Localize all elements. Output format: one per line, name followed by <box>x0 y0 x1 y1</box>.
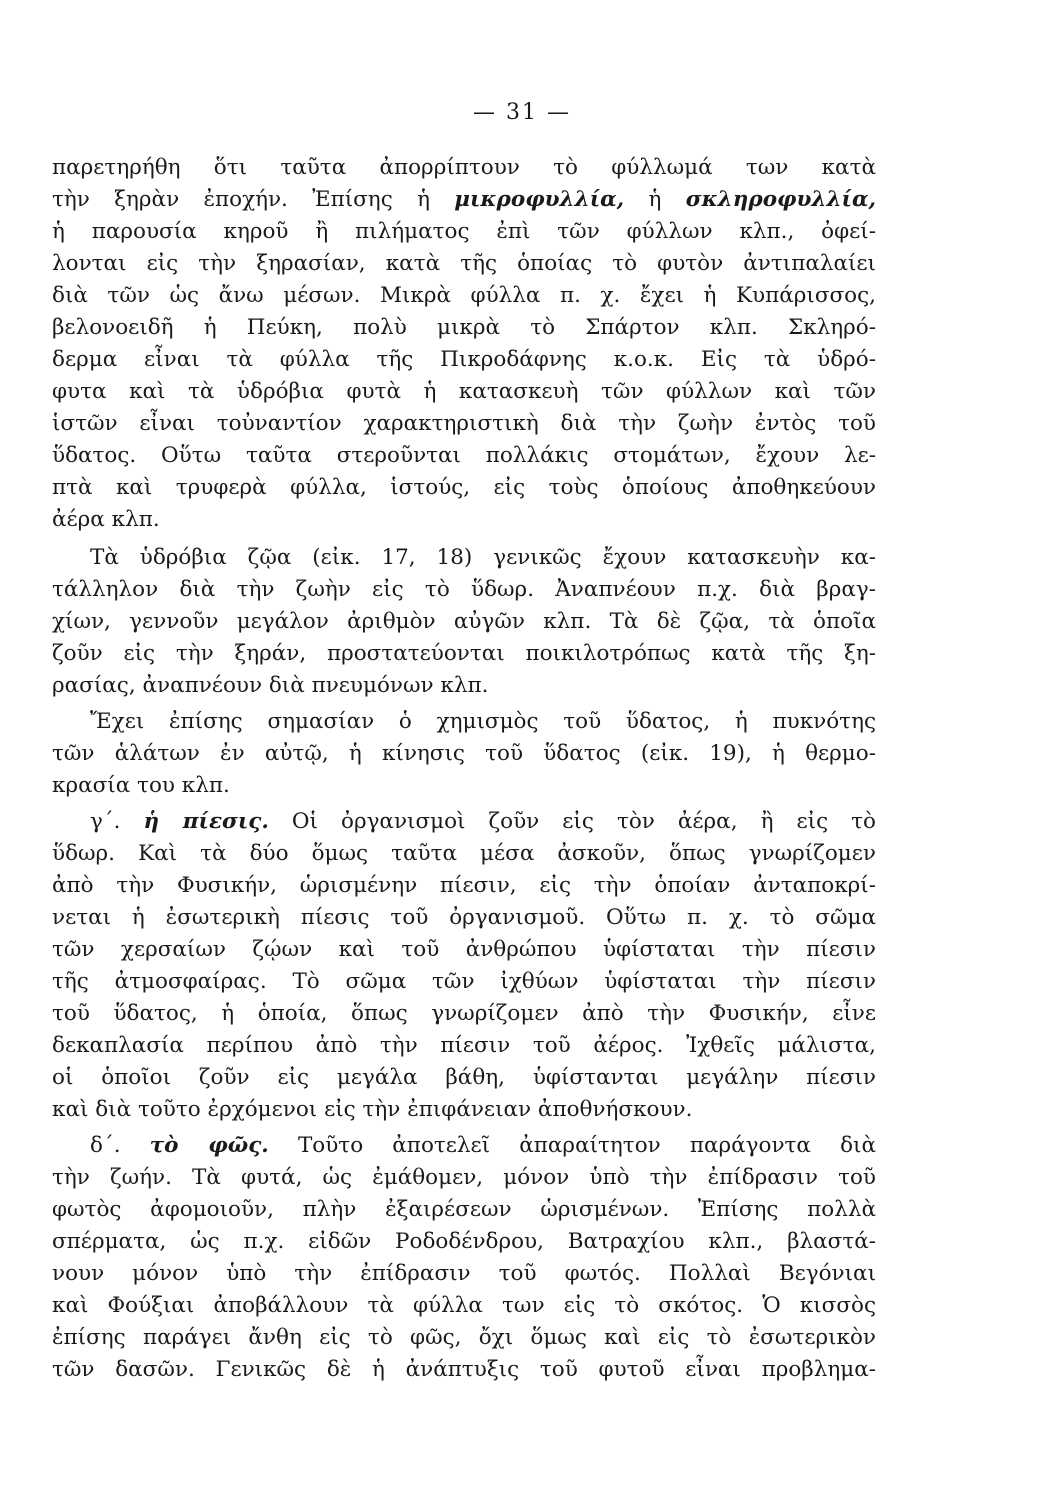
text-line: βελονοειδῆ ἡ Πεύκη, πολὺ μικρὰ τὸ Σπάρτον κλπ. Σκληρό- <box>52 315 876 340</box>
text-line: ὕδωρ. Καὶ τὰ δύο ὅμως ταῦτα μέσα ἀσκοῦν, ὅπως γνωρίζομεν <box>52 841 876 866</box>
text-line: τάλληλον διὰ τὴν ζωὴν εἰς τὸ ὕδωρ. Ἀναπνέουν π.χ. διὰ βραγ- <box>52 577 876 602</box>
text-line: τῶν δασῶν. Γενικῶς δὲ ἡ ἀνάπτυξις τοῦ φυτοῦ εἶναι προβλημα- <box>52 1357 876 1382</box>
text-line: παρετηρήθη ὅτι ταῦτα ἀπορρίπτουν τὸ φύλλωμά των κατὰ <box>52 155 876 180</box>
text-line: ἐπίσης παράγει ἄνθη εἰς τὸ φῶς, ὄχι ὅμως καὶ εἰς τὸ ἐσωτερικὸν <box>52 1325 876 1350</box>
text-line: φωτὸς ἀφομοιοῦν, πλὴν ἐξαιρέσεων ὡρισμένων. Ἐπίσης πολλὰ <box>52 1197 876 1222</box>
text-line: τῆς ἀτμοσφαίρας. Τὸ σῶμα τῶν ἰχθύων ὑφίσταται τὴν πίεσιν <box>52 969 876 994</box>
page-number: — 31 — <box>473 100 571 125</box>
text-line: ἀέρα κλπ. <box>52 507 160 532</box>
text-line: τῶν ἁλάτων ἐν αὐτῷ, ἡ κίνησις τοῦ ὕδατος (εἰκ. 19), ἡ θερμο- <box>52 741 876 766</box>
text-line: δ΄. τὸ φῶς. Τοῦτο ἀποτελεῖ ἀπαραίτητον παράγοντα διὰ <box>90 1133 876 1158</box>
heading-light: τὸ φῶς. <box>149 1133 269 1158</box>
text-line: καὶ διὰ τοῦτο ἐρχόμενοι εἰς τὴν ἐπιφάνειαν ἀποθνήσκουν. <box>52 1097 693 1122</box>
text-line: δερμα εἶναι τὰ φύλλα τῆς Πικροδάφνης κ.ο.κ. Εἰς τὰ ὑδρό- <box>52 347 876 372</box>
text-line: νουν μόνον ὑπὸ τὴν ἐπίδρασιν τοῦ φωτός. Πολλαὶ Βεγόνιαι <box>52 1261 876 1286</box>
text-line: καὶ Φούξιαι ἀποβάλλουν τὰ φύλλα των εἰς τὸ σκότος. Ὁ κισσὸς <box>52 1293 876 1318</box>
text-line: ζοῦν εἰς τὴν ξηράν, προστατεύονται ποικιλοτρόπως κατὰ τῆς ξη- <box>52 641 876 666</box>
text-line: ὕδατος. Οὕτω ταῦτα στεροῦνται πολλάκις στομάτων, ἔχουν λε- <box>52 443 876 468</box>
text-line: φυτα καὶ τὰ ὑδρόβια φυτὰ ἡ κατασκευὴ τῶν φύλλων καὶ τῶν <box>52 379 876 404</box>
text-line: οἱ ὁποῖοι ζοῦν εἰς μεγάλα βάθη, ὑφίστανται μεγάλην πίεσιν <box>52 1065 876 1090</box>
text-line: κρασία του κλπ. <box>52 773 230 798</box>
text-line: σπέρματα, ὡς π.χ. εἰδῶν Ροδοδένδρου, Βατραχίου κλπ., βλαστά- <box>52 1229 876 1254</box>
text-line: τὴν ξηρὰν ἐποχήν. Ἐπίσης ἡ μικροφυλλία, ἡ σκληροφυλλία, <box>52 187 876 212</box>
text-line: χίων, γεννοῦν μεγάλον ἀριθμὸν αὐγῶν κλπ. Τὰ δὲ ζῷα, τὰ ὁποῖα <box>52 609 876 634</box>
text-line: Ἔχει ἐπίσης σημασίαν ὁ χημισμὸς τοῦ ὕδατος, ἡ πυκνότης <box>90 709 876 734</box>
text-line: ρασίας, ἀναπνέουν διὰ πνευμόνων κλπ. <box>52 673 489 698</box>
text-line: τῶν χερσαίων ζῴων καὶ τοῦ ἀνθρώπου ὑφίσταται τὴν πίεσιν <box>52 937 876 962</box>
text-line: γ΄. ἡ πίεσις. Οἱ ὀργανισμοὶ ζοῦν εἰς τὸν ἀέρα, ἢ εἰς τὸ <box>90 809 876 834</box>
term-sclerophyllia: σκληροφυλλία, <box>685 187 876 212</box>
heading-pressure: ἡ πίεσις. <box>143 809 269 834</box>
term-microphyllia: μικροφυλλία, <box>454 187 625 212</box>
text-line: τοῦ ὕδατος, ἡ ὁποία, ὅπως γνωρίζομεν ἀπὸ τὴν Φυσικήν, εἶνε <box>52 1001 876 1026</box>
text-line: τὴν ζωήν. Τὰ φυτά, ὡς ἐμάθομεν, μόνον ὑπὸ τὴν ἐπίδρασιν τοῦ <box>52 1165 876 1190</box>
text-line: ἱστῶν εἶναι τοὐναντίον χαρακτηριστικὴ διὰ τὴν ζωὴν ἐντὸς τοῦ <box>52 411 876 436</box>
text-line: δεκαπλασία περίπου ἀπὸ τὴν πίεσιν τοῦ ἀέρος. Ἰχθεῖς μάλιστα, <box>52 1033 876 1058</box>
text-line: λονται εἰς τὴν ξηρασίαν, κατὰ τῆς ὁποίας τὸ φυτὸν ἀντιπαλαίει <box>52 251 876 276</box>
text-line: πτὰ καὶ τρυφερὰ φύλλα, ἱστούς, εἰς τοὺς ὁποίους ἀποθηκεύουν <box>52 475 876 500</box>
text-line: Τὰ ὑδρόβια ζῷα (εἰκ. 17, 18) γενικῶς ἔχουν κατασκευὴν κα- <box>90 545 876 570</box>
text-line: νεται ἡ ἐσωτερικὴ πίεσις τοῦ ὀργανισμοῦ. Οὕτω π. χ. τὸ σῶμα <box>52 905 876 930</box>
text-line: ἡ παρουσία κηροῦ ἢ πιλήματος ἐπὶ τῶν φύλλων κλπ., ὀφεί- <box>52 219 876 244</box>
text-line: ἀπὸ τὴν Φυσικήν, ὡρισμένην πίεσιν, εἰς τὴν ὁποίαν ἀνταποκρί- <box>52 873 876 898</box>
text-line: διὰ τῶν ὡς ἄνω μέσων. Μικρὰ φύλλα π. χ. ἔχει ἡ Κυπάρισσος, <box>52 283 876 308</box>
